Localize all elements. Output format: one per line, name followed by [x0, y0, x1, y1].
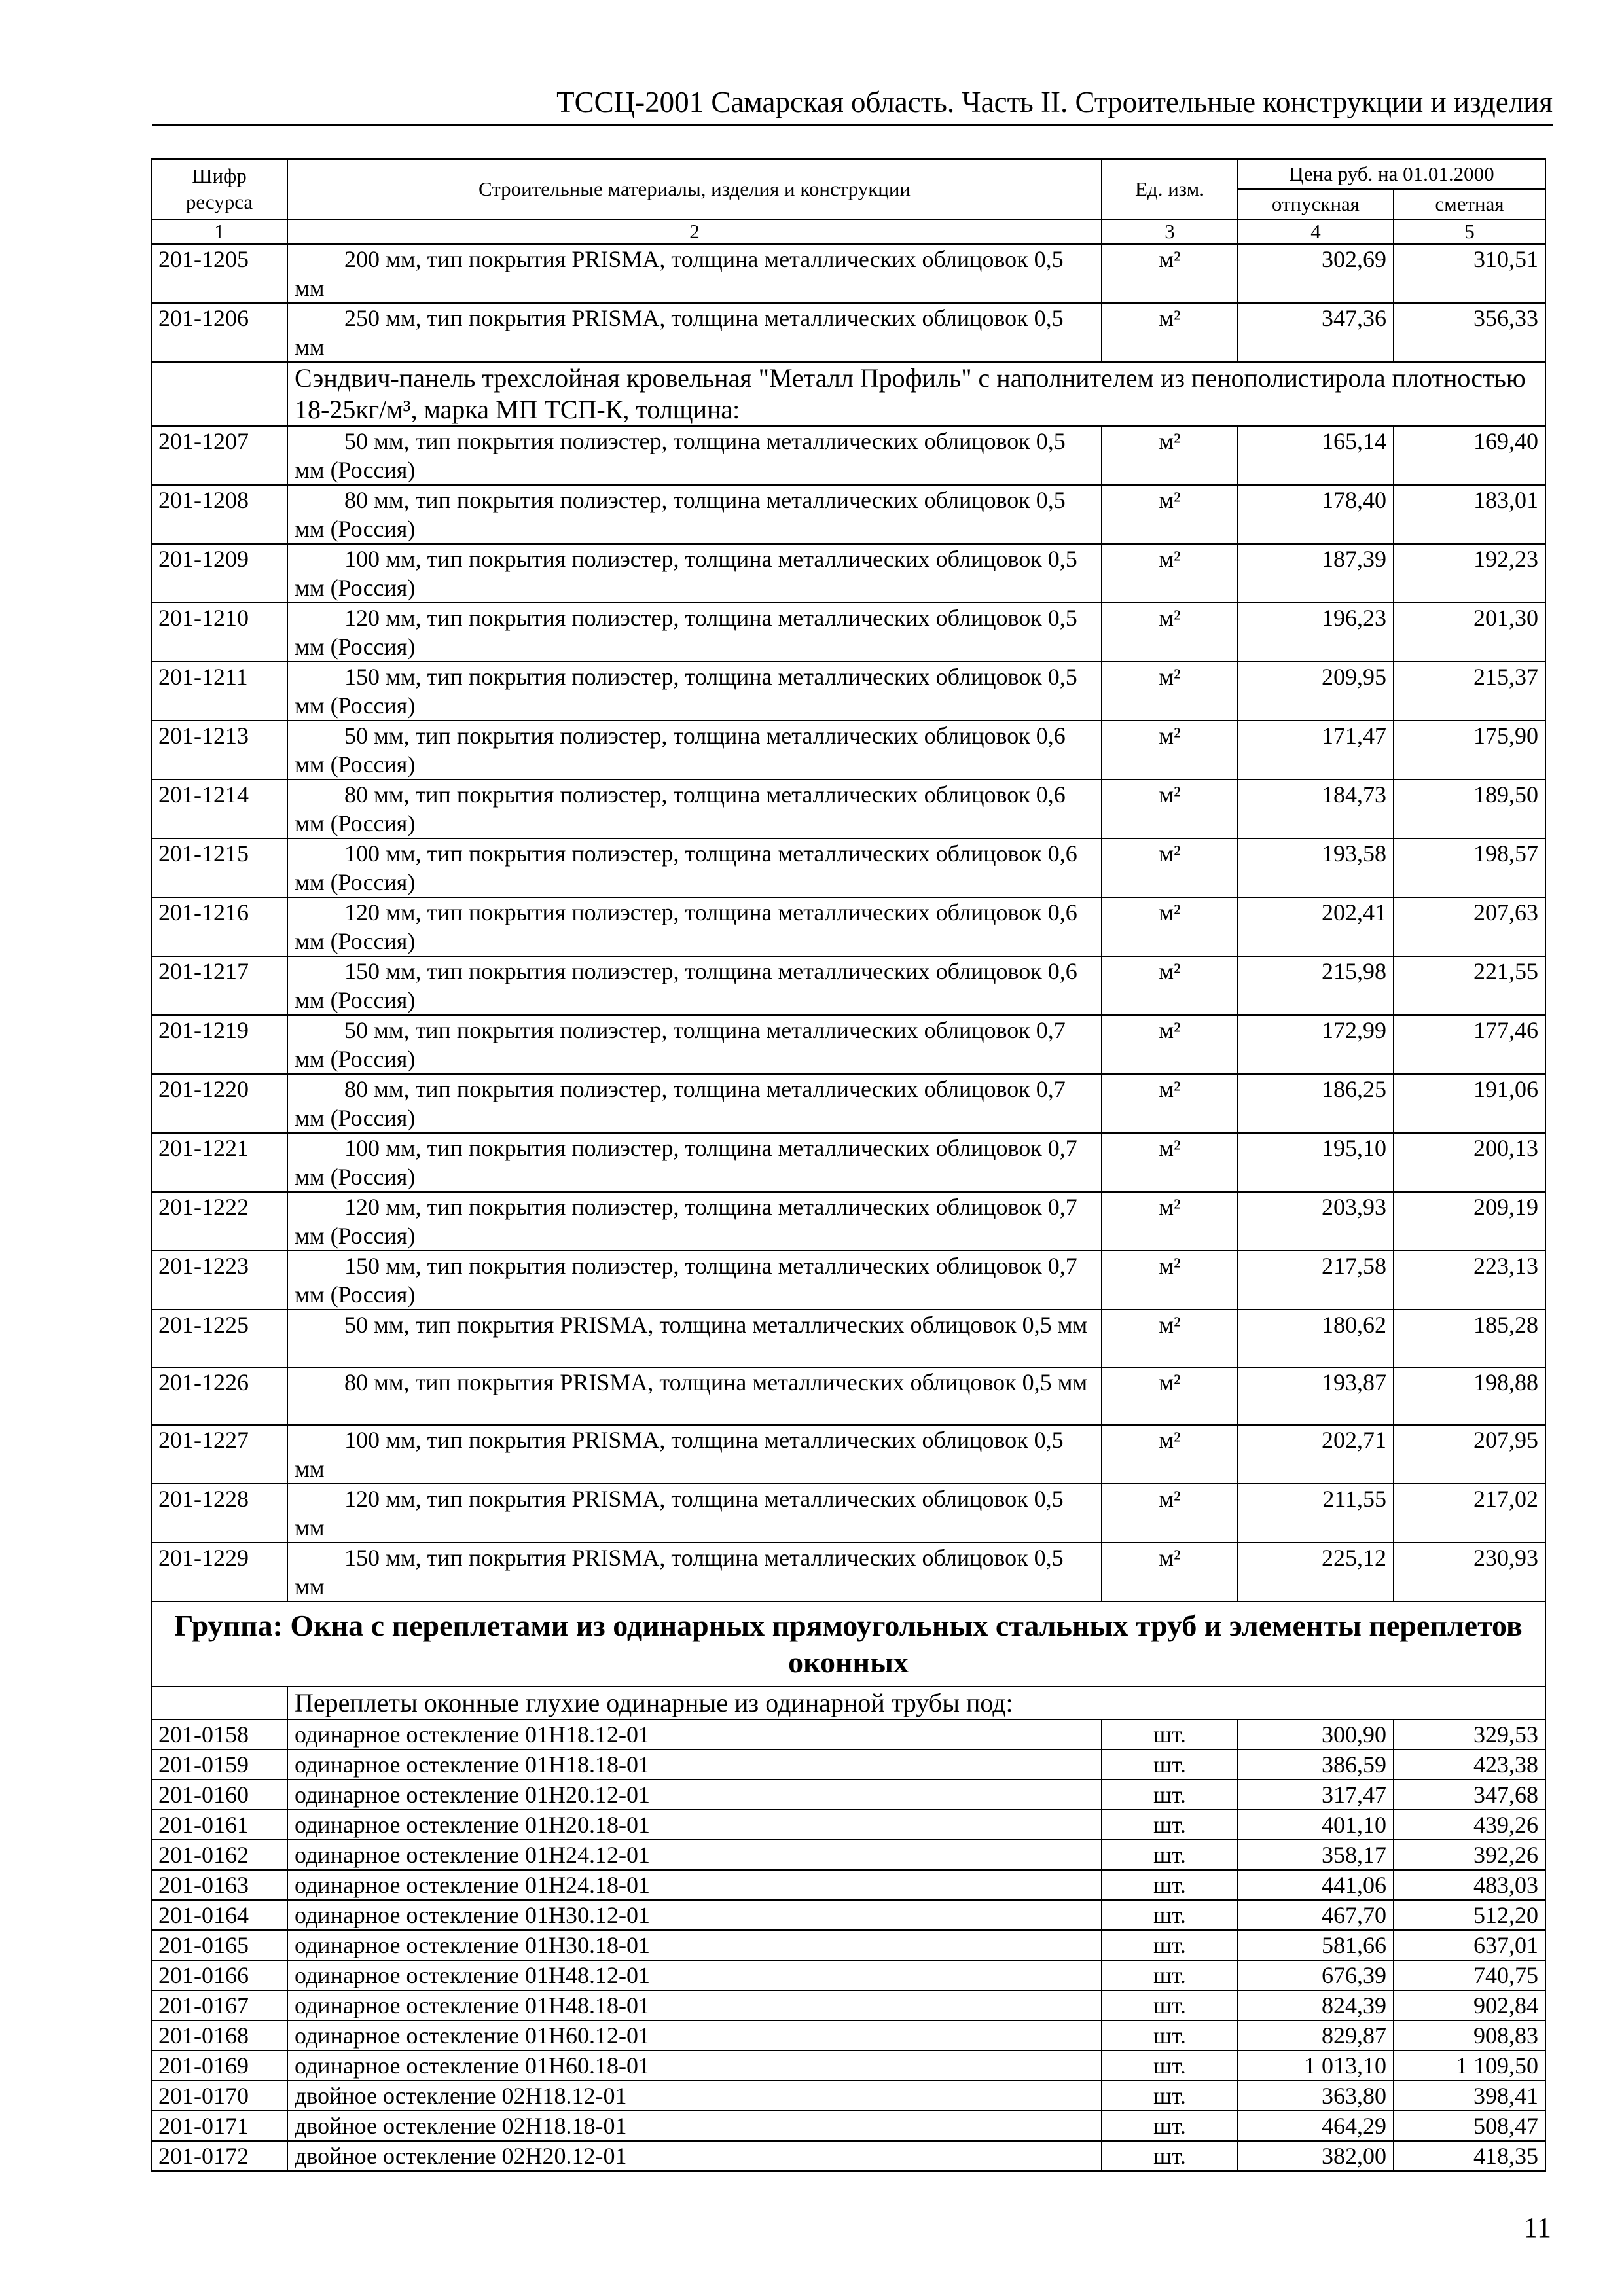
release-price: 386,59 — [1238, 1749, 1394, 1780]
material-description — [287, 1251, 1102, 1310]
description-text: 250 мм, тип покрытия PRISMA, толщина металлических облицовок 0,5 мм — [295, 305, 1064, 360]
unit-of-measure: шт. — [1102, 2020, 1238, 2051]
column-number: 3 — [1102, 219, 1238, 244]
estimate-price: 908,83 — [1394, 2020, 1545, 2051]
release-price: 217,58 — [1238, 1251, 1394, 1310]
col-header-name: Строительные материалы, изделия и конструкции — [287, 159, 1102, 219]
material-description: одинарное остекление 01Н20.18-01 — [287, 1810, 1102, 1840]
material-description — [287, 485, 1102, 544]
unit-of-measure: м² — [1102, 1310, 1238, 1367]
resource-code: 201-0171 — [151, 2111, 287, 2141]
estimate-price: 217,02 — [1394, 1484, 1545, 1543]
estimate-price: 637,01 — [1394, 1930, 1545, 1960]
unit-of-measure: шт. — [1102, 1990, 1238, 2020]
material-description: одинарное остекление 01Н30.12-01 — [287, 1900, 1102, 1930]
release-price: 358,17 — [1238, 1840, 1394, 1870]
unit-of-measure: м² — [1102, 662, 1238, 721]
resource-code: 201-0166 — [151, 1960, 287, 1990]
unit-of-measure: шт. — [1102, 2051, 1238, 2081]
estimate-price: 230,93 — [1394, 1543, 1545, 1602]
estimate-price: 191,06 — [1394, 1074, 1545, 1133]
table-row — [151, 485, 1545, 544]
group-heading: Группа: Окна с переплетами из одинарных прямоугольных стальных труб и элементы переплетов оконных — [151, 1602, 1545, 1687]
release-price: 193,58 — [1238, 838, 1394, 897]
description-text: 120 мм, тип покрытия полиэстер, толщина металлических облицовок 0,5 мм (Россия) — [295, 605, 1077, 660]
material-description — [287, 1367, 1102, 1425]
resource-code: 201-1213 — [151, 721, 287, 780]
subheading-sandwich-panels: Сэндвич-панель трехслойная кровельная "Металл Профиль" с наполнителем из пенополистирола плотностью 18-25кг/м³, марка МП ТСП-К, толщина: — [287, 362, 1545, 426]
release-price: 464,29 — [1238, 2111, 1394, 2141]
table-row — [151, 721, 1545, 780]
resource-code: 201-0172 — [151, 2141, 287, 2171]
estimate-price: 347,68 — [1394, 1780, 1545, 1810]
column-number: 4 — [1238, 219, 1394, 244]
release-price: 347,36 — [1238, 303, 1394, 362]
release-price: 302,69 — [1238, 244, 1394, 303]
description-text: 50 мм, тип покрытия полиэстер, толщина металлических облицовок 0,5 мм (Россия) — [295, 428, 1066, 483]
unit-of-measure: м² — [1102, 780, 1238, 838]
resource-code: 201-0162 — [151, 1840, 287, 1870]
resource-code: 201-1205 — [151, 244, 287, 303]
material-description — [287, 1543, 1102, 1602]
table-row — [151, 1310, 1545, 1367]
material-description — [287, 662, 1102, 721]
table-row — [151, 1930, 1545, 1960]
unit-of-measure: шт. — [1102, 2111, 1238, 2141]
description-text: 100 мм, тип покрытия полиэстер, толщина металлических облицовок 0,7 мм (Россия) — [295, 1135, 1077, 1190]
resource-code: 201-1220 — [151, 1074, 287, 1133]
material-description — [287, 956, 1102, 1015]
release-price: 187,39 — [1238, 544, 1394, 603]
description-text: 150 мм, тип покрытия полиэстер, толщина металлических облицовок 0,7 мм (Россия) — [295, 1253, 1077, 1308]
material-description: двойное остекление 02Н18.12-01 — [287, 2081, 1102, 2111]
resource-code: 201-1227 — [151, 1425, 287, 1484]
release-price: 186,25 — [1238, 1074, 1394, 1133]
resource-code: 201-1209 — [151, 544, 287, 603]
material-description: одинарное остекление 01Н60.12-01 — [287, 2020, 1102, 2051]
release-price: 195,10 — [1238, 1133, 1394, 1192]
estimate-price: 215,37 — [1394, 662, 1545, 721]
material-description — [287, 303, 1102, 362]
estimate-price: 207,95 — [1394, 1425, 1545, 1484]
description-text: 150 мм, тип покрытия полиэстер, толщина металлических облицовок 0,5 мм (Россия) — [295, 664, 1077, 719]
estimate-price: 169,40 — [1394, 426, 1545, 485]
page-number: 11 — [1523, 2212, 1551, 2244]
resource-code: 201-1229 — [151, 1543, 287, 1602]
unit-of-measure: м² — [1102, 1015, 1238, 1074]
resource-code: 201-1211 — [151, 662, 287, 721]
unit-of-measure: шт. — [1102, 1930, 1238, 1960]
estimate-price: 221,55 — [1394, 956, 1545, 1015]
material-description — [287, 897, 1102, 956]
description-text: 200 мм, тип покрытия PRISMA, толщина металлических облицовок 0,5 мм — [295, 246, 1064, 301]
description-text: 150 мм, тип покрытия PRISMA, толщина металлических облицовок 0,5 мм — [295, 1545, 1064, 1600]
resource-code: 201-0158 — [151, 1719, 287, 1749]
table-row — [151, 1425, 1545, 1484]
table-subheading-block — [151, 362, 1545, 426]
subheading-window-frames: Переплеты оконные глухие одинарные из одинарной трубы под: — [287, 1687, 1545, 1719]
estimate-price: 439,26 — [1394, 1810, 1545, 1840]
unit-of-measure: м² — [1102, 838, 1238, 897]
description-text: 100 мм, тип покрытия полиэстер, толщина металлических облицовок 0,5 мм (Россия) — [295, 546, 1077, 601]
estimate-price: 192,23 — [1394, 544, 1545, 603]
unit-of-measure: шт. — [1102, 1719, 1238, 1749]
unit-of-measure: м² — [1102, 721, 1238, 780]
material-description — [287, 603, 1102, 662]
col-header-estimate: сметная — [1394, 189, 1545, 219]
unit-of-measure: м² — [1102, 1251, 1238, 1310]
unit-of-measure: м² — [1102, 1074, 1238, 1133]
unit-of-measure: м² — [1102, 544, 1238, 603]
resource-code: 201-0170 — [151, 2081, 287, 2111]
material-description: одинарное остекление 01Н24.18-01 — [287, 1870, 1102, 1900]
release-price: 363,80 — [1238, 2081, 1394, 2111]
resource-code: 201-0169 — [151, 2051, 287, 2081]
unit-of-measure: шт. — [1102, 1960, 1238, 1990]
material-description — [287, 1425, 1102, 1484]
resource-code: 201-1225 — [151, 1310, 287, 1367]
description-text: 120 мм, тип покрытия PRISMA, толщина металлических облицовок 0,5 мм — [295, 1486, 1064, 1541]
table-row — [151, 662, 1545, 721]
material-description — [287, 426, 1102, 485]
resource-code: 201-0161 — [151, 1810, 287, 1840]
table-row — [151, 838, 1545, 897]
resource-code: 201-1217 — [151, 956, 287, 1015]
estimate-price: 175,90 — [1394, 721, 1545, 780]
estimate-price: 740,75 — [1394, 1960, 1545, 1990]
material-description — [287, 244, 1102, 303]
description-text: 150 мм, тип покрытия полиэстер, толщина металлических облицовок 0,6 мм (Россия) — [295, 958, 1077, 1013]
release-price: 211,55 — [1238, 1484, 1394, 1543]
unit-of-measure: м² — [1102, 1192, 1238, 1251]
material-description — [287, 1133, 1102, 1192]
material-description — [287, 838, 1102, 897]
table-row — [151, 1484, 1545, 1543]
table-block-sandwich-panels — [151, 426, 1545, 1602]
resource-code: 201-1219 — [151, 1015, 287, 1074]
description-text: 80 мм, тип покрытия полиэстер, толщина металлических облицовок 0,6 мм (Россия) — [295, 781, 1066, 836]
material-description — [287, 544, 1102, 603]
resource-code: 201-1208 — [151, 485, 287, 544]
estimate-price: 512,20 — [1394, 1900, 1545, 1930]
estimate-price: 392,26 — [1394, 1840, 1545, 1870]
table-row — [151, 426, 1545, 485]
resource-code: 201-0159 — [151, 1749, 287, 1780]
description-text: 50 мм, тип покрытия полиэстер, толщина металлических облицовок 0,7 мм (Россия) — [295, 1017, 1066, 1072]
col-header-code: Шифр ресурса — [151, 159, 287, 219]
resource-code: 201-1206 — [151, 303, 287, 362]
table-row — [151, 603, 1545, 662]
table-row — [151, 1192, 1545, 1251]
estimate-price: 398,41 — [1394, 2081, 1545, 2111]
resource-code: 201-1228 — [151, 1484, 287, 1543]
resource-code: 201-1210 — [151, 603, 287, 662]
unit-of-measure: м² — [1102, 1484, 1238, 1543]
release-price: 401,10 — [1238, 1810, 1394, 1840]
unit-of-measure: м² — [1102, 244, 1238, 303]
estimate-price: 310,51 — [1394, 244, 1545, 303]
release-price: 829,87 — [1238, 2020, 1394, 2051]
release-price: 172,99 — [1238, 1015, 1394, 1074]
table-row — [151, 1074, 1545, 1133]
table-row — [151, 1015, 1545, 1074]
unit-of-measure: м² — [1102, 303, 1238, 362]
material-description: одинарное остекление 01Н48.12-01 — [287, 1960, 1102, 1990]
table-row — [151, 1719, 1545, 1749]
release-price: 196,23 — [1238, 603, 1394, 662]
description-text: 100 мм, тип покрытия PRISMA, толщина металлических облицовок 0,5 мм — [295, 1427, 1064, 1482]
unit-of-measure: шт. — [1102, 1810, 1238, 1840]
table-row — [151, 956, 1545, 1015]
unit-of-measure: шт. — [1102, 1840, 1238, 1870]
material-description: одинарное остекление 01Н24.12-01 — [287, 1840, 1102, 1870]
table-row — [151, 2141, 1545, 2171]
description-text: 80 мм, тип покрытия полиэстер, толщина металлических облицовок 0,5 мм (Россия) — [295, 487, 1066, 542]
material-description: одинарное остекление 01Н18.18-01 — [287, 1749, 1102, 1780]
unit-of-measure: м² — [1102, 485, 1238, 544]
table-block-prisma-250 — [151, 244, 1545, 362]
resource-code: 201-0163 — [151, 1870, 287, 1900]
table-group-block — [151, 1602, 1545, 1719]
resource-code: 201-1216 — [151, 897, 287, 956]
estimate-price: 207,63 — [1394, 897, 1545, 956]
estimate-price: 200,13 — [1394, 1133, 1545, 1192]
table-row — [151, 1840, 1545, 1870]
resource-code: 201-1207 — [151, 426, 287, 485]
running-title: ТССЦ-2001 Самарская область. Часть II. Строительные конструкции и изделия — [556, 86, 1553, 118]
column-number: 2 — [287, 219, 1102, 244]
release-price: 382,00 — [1238, 2141, 1394, 2171]
release-price: 300,90 — [1238, 1719, 1394, 1749]
table-row — [151, 1810, 1545, 1840]
estimate-price: 508,47 — [1394, 2111, 1545, 2141]
release-price: 193,87 — [1238, 1367, 1394, 1425]
release-price: 178,40 — [1238, 485, 1394, 544]
table-row — [151, 1960, 1545, 1990]
resource-code: 201-0165 — [151, 1930, 287, 1960]
table-row — [151, 897, 1545, 956]
unit-of-measure: м² — [1102, 897, 1238, 956]
estimate-price: 223,13 — [1394, 1251, 1545, 1310]
estimate-price: 201,30 — [1394, 603, 1545, 662]
unit-of-measure: м² — [1102, 426, 1238, 485]
resource-code: 201-1214 — [151, 780, 287, 838]
column-number: 1 — [151, 219, 287, 244]
table-row — [151, 780, 1545, 838]
description-text: 120 мм, тип покрытия полиэстер, толщина металлических облицовок 0,6 мм (Россия) — [295, 899, 1077, 954]
release-price: 202,41 — [1238, 897, 1394, 956]
material-description: одинарное остекление 01Н20.12-01 — [287, 1780, 1102, 1810]
description-text: 80 мм, тип покрытия PRISMA, толщина металлических облицовок 0,5 мм — [344, 1369, 1088, 1395]
table-row — [151, 1749, 1545, 1780]
column-numbers-row — [151, 219, 1545, 244]
unit-of-measure: м² — [1102, 1367, 1238, 1425]
estimate-price: 185,28 — [1394, 1310, 1545, 1367]
material-description: одинарное остекление 01Н60.18-01 — [287, 2051, 1102, 2081]
estimate-price: 356,33 — [1394, 303, 1545, 362]
estimate-price: 1 109,50 — [1394, 2051, 1545, 2081]
table-row — [151, 1780, 1545, 1810]
table-row — [151, 303, 1545, 362]
resource-code: 201-1222 — [151, 1192, 287, 1251]
release-price: 1 013,10 — [1238, 2051, 1394, 2081]
estimate-price: 198,57 — [1394, 838, 1545, 897]
description-text: 50 мм, тип покрытия PRISMA, толщина металлических облицовок 0,5 мм — [344, 1312, 1088, 1338]
table-row — [151, 544, 1545, 603]
estimate-price: 329,53 — [1394, 1719, 1545, 1749]
resource-code: 201-0168 — [151, 2020, 287, 2051]
table-row — [151, 1543, 1545, 1602]
material-description — [287, 1074, 1102, 1133]
estimate-price: 189,50 — [1394, 780, 1545, 838]
table-row — [151, 2051, 1545, 2081]
release-price: 215,98 — [1238, 956, 1394, 1015]
estimate-price: 418,35 — [1394, 2141, 1545, 2171]
unit-of-measure: м² — [1102, 1133, 1238, 1192]
table-row — [151, 1990, 1545, 2020]
description-text: 50 мм, тип покрытия полиэстер, толщина металлических облицовок 0,6 мм (Россия) — [295, 723, 1066, 778]
unit-of-measure: шт. — [1102, 1900, 1238, 1930]
estimate-price: 198,88 — [1394, 1367, 1545, 1425]
release-price: 824,39 — [1238, 1990, 1394, 2020]
resource-code: 201-0160 — [151, 1780, 287, 1810]
unit-of-measure: м² — [1102, 1425, 1238, 1484]
release-price: 180,62 — [1238, 1310, 1394, 1367]
table-row — [151, 1870, 1545, 1900]
estimate-price: 902,84 — [1394, 1990, 1545, 2020]
resource-code: 201-1221 — [151, 1133, 287, 1192]
resource-code: 201-0167 — [151, 1990, 287, 2020]
resource-code: 201-1223 — [151, 1251, 287, 1310]
table-row — [151, 2081, 1545, 2111]
description-text: 100 мм, тип покрытия полиэстер, толщина металлических облицовок 0,6 мм (Россия) — [295, 840, 1077, 895]
table-row — [151, 2020, 1545, 2051]
unit-of-measure: шт. — [1102, 1749, 1238, 1780]
header-rule — [152, 124, 1553, 126]
unit-of-measure: шт. — [1102, 2141, 1238, 2171]
unit-of-measure: м² — [1102, 1543, 1238, 1602]
table-row — [151, 1251, 1545, 1310]
unit-of-measure: шт. — [1102, 1780, 1238, 1810]
release-price: 676,39 — [1238, 1960, 1394, 1990]
resource-code: 201-1215 — [151, 838, 287, 897]
release-price: 165,14 — [1238, 426, 1394, 485]
material-description — [287, 1015, 1102, 1074]
unit-of-measure: шт. — [1102, 2081, 1238, 2111]
material-description: одинарное остекление 01Н30.18-01 — [287, 1930, 1102, 1960]
material-description: двойное остекление 02Н18.18-01 — [287, 2111, 1102, 2141]
table-row — [151, 1900, 1545, 1930]
estimate-price: 177,46 — [1394, 1015, 1545, 1074]
material-description: одинарное остекление 01Н18.12-01 — [287, 1719, 1102, 1749]
table-row — [151, 1133, 1545, 1192]
material-description — [287, 721, 1102, 780]
estimate-price: 209,19 — [1394, 1192, 1545, 1251]
release-price: 203,93 — [1238, 1192, 1394, 1251]
price-table — [151, 158, 1546, 2172]
unit-of-measure: м² — [1102, 956, 1238, 1015]
col-header-release: отпускная — [1238, 189, 1394, 219]
release-price: 441,06 — [1238, 1870, 1394, 1900]
table-row — [151, 2111, 1545, 2141]
release-price: 225,12 — [1238, 1543, 1394, 1602]
table-block-window-frames — [151, 1719, 1545, 2171]
estimate-price: 183,01 — [1394, 485, 1545, 544]
release-price: 317,47 — [1238, 1780, 1394, 1810]
material-description: двойное остекление 02Н20.12-01 — [287, 2141, 1102, 2171]
material-description — [287, 1310, 1102, 1367]
release-price: 581,66 — [1238, 1930, 1394, 1960]
release-price: 209,95 — [1238, 662, 1394, 721]
material-description — [287, 1484, 1102, 1543]
material-description — [287, 780, 1102, 838]
release-price: 202,71 — [1238, 1425, 1394, 1484]
material-description — [287, 1192, 1102, 1251]
release-price: 184,73 — [1238, 780, 1394, 838]
release-price: 171,47 — [1238, 721, 1394, 780]
col-header-unit: Ед. изм. — [1102, 159, 1238, 219]
column-number: 5 — [1394, 219, 1545, 244]
release-price: 467,70 — [1238, 1900, 1394, 1930]
col-header-price-group: Цена руб. на 01.01.2000 — [1238, 159, 1545, 189]
description-text: 120 мм, тип покрытия полиэстер, толщина металлических облицовок 0,7 мм (Россия) — [295, 1194, 1077, 1249]
resource-code: 201-0164 — [151, 1900, 287, 1930]
table-row — [151, 244, 1545, 303]
estimate-price: 483,03 — [1394, 1870, 1545, 1900]
estimate-price: 423,38 — [1394, 1749, 1545, 1780]
material-description: одинарное остекление 01Н48.18-01 — [287, 1990, 1102, 2020]
description-text: 80 мм, тип покрытия полиэстер, толщина металлических облицовок 0,7 мм (Россия) — [295, 1076, 1066, 1131]
table-row — [151, 1367, 1545, 1425]
unit-of-measure: м² — [1102, 603, 1238, 662]
unit-of-measure: шт. — [1102, 1870, 1238, 1900]
resource-code: 201-1226 — [151, 1367, 287, 1425]
